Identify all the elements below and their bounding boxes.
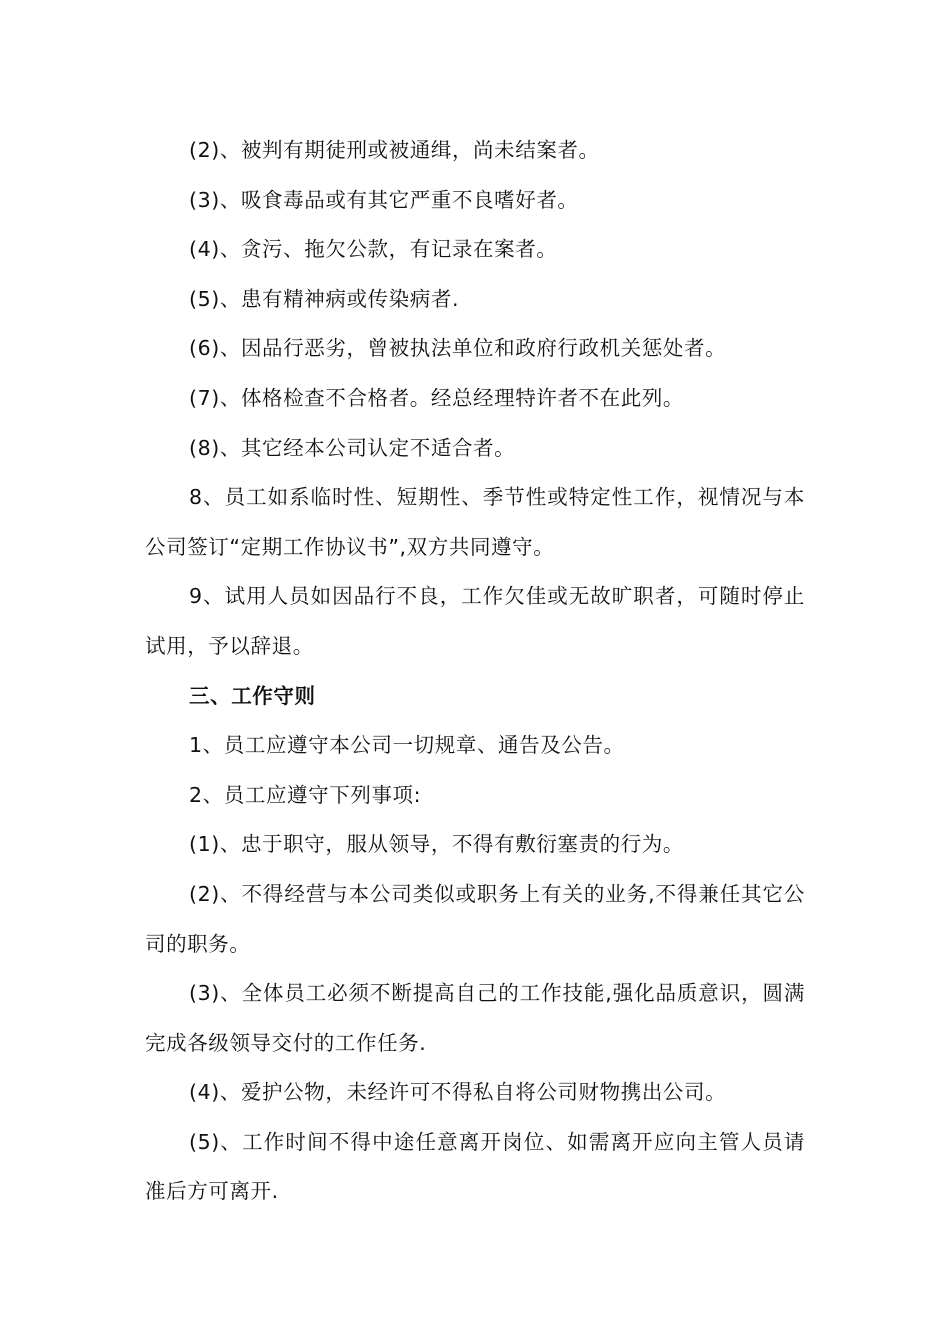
paragraph-item-4: (4)、贪污、拖欠公款，有记录在案者。 [189, 237, 558, 262]
paragraph-subitem-1: (1)、忠于职守，服从领导，不得有敷衍塞责的行为。 [189, 832, 685, 857]
paragraph-rule-8: 8、员工如系临时性、短期性、季节性或特定性工作，视情况与本公司签订“定期工作协议书”,双方共同遵守。 [145, 485, 805, 559]
paragraph-rule-1: 1、员工应遵守本公司一切规章、通告及公告。 [189, 733, 625, 758]
paragraph-item-8: (8)、其它经本公司认定不适合者。 [189, 435, 516, 460]
paragraph-item-6: (6)、因品行恶劣，曾被执法单位和政府行政机关惩处者。 [189, 336, 727, 361]
document-body [145, 126, 805, 1217]
section-heading: 三、工作守则 [189, 683, 316, 708]
paragraph-subitem-4: (4)、爱护公物，未经许可不得私自将公司财物携出公司。 [189, 1080, 727, 1105]
paragraph-rule-9: 9、试用人员如因品行不良，工作欠佳或无故旷职者，可随时停止试用，予以辞退。 [145, 584, 805, 658]
paragraph-rule-2: 2、员工应遵守下列事项: [189, 782, 422, 807]
paragraph-item-2: (2)、被判有期徒刑或被通缉，尚未结案者。 [189, 138, 600, 162]
paragraph-item-5: (5)、患有精神病或传染病者. [189, 286, 460, 311]
paragraph-subitem-2: (2)、不得经营与本公司类似或职务上有关的业务,不得兼任其它公司的职务。 [145, 881, 805, 956]
paragraph-item-3: (3)、吸食毒品或有其它严重不良嗜好者。 [189, 187, 579, 212]
paragraph-subitem-5: (5)、工作时间不得中途任意离开岗位、如需离开应向主管人员请准后方可离开. [145, 1129, 805, 1204]
paragraph-subitem-3: (3)、全体员工必须不断提高自己的工作技能,强化品质意识，圆满完成各级领导交付的工作任务. [145, 981, 805, 1055]
paragraph-item-7: (7)、体格检查不合格者。经总经理特许者不在此列。 [189, 385, 685, 410]
